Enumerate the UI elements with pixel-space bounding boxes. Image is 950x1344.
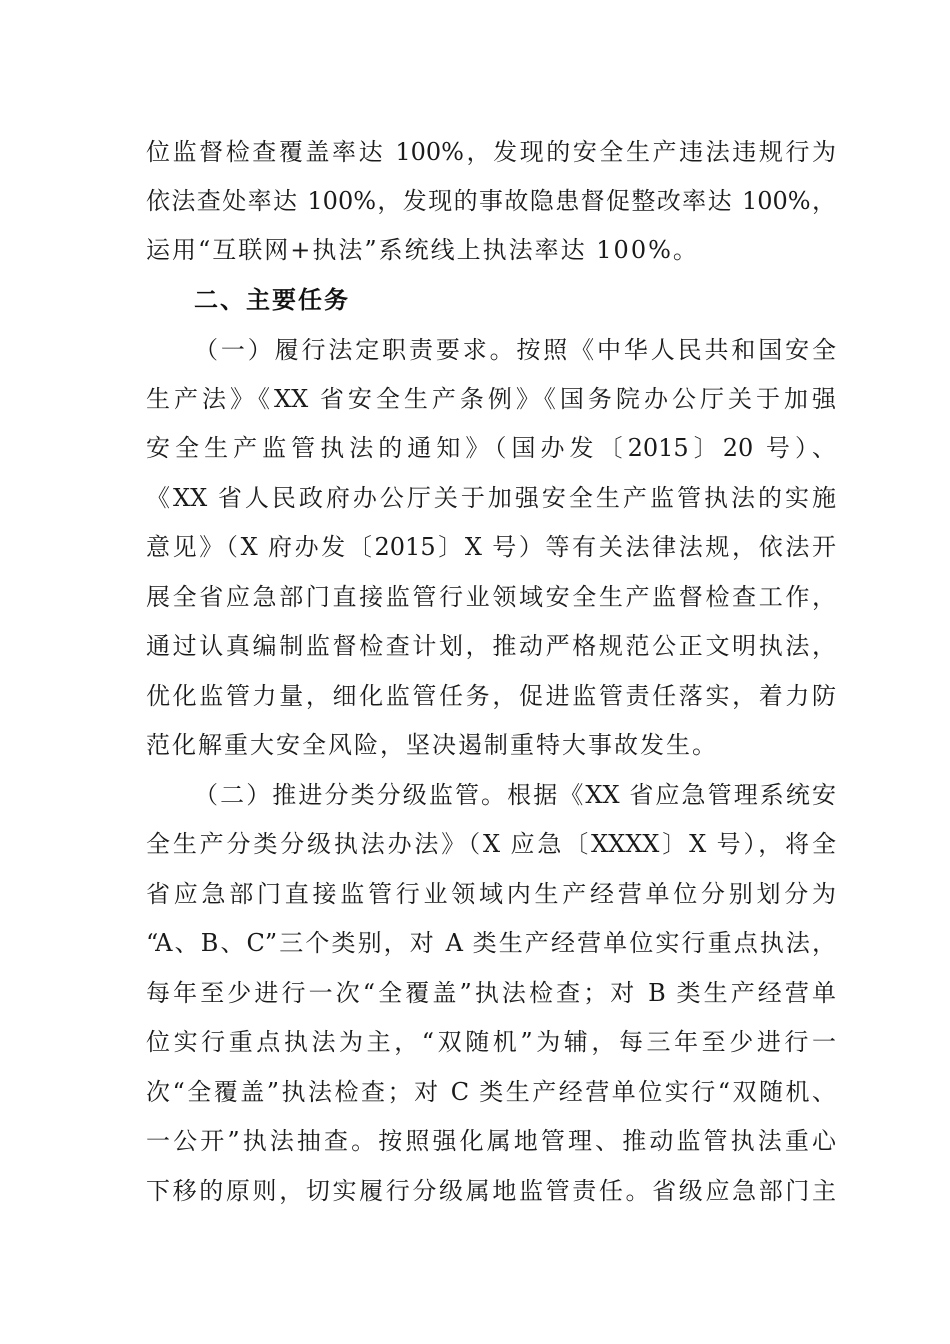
paragraph-2-line-2: 全生产分类分级执法办法》（X 应急〔XXXX〕X 号），将全	[146, 830, 836, 858]
paragraph-2-line-1: （二）推进分类分级监管。根据《XX 省应急管理系统安	[194, 781, 836, 809]
paragraph-2-line-8: 一公开”执法抽查。按照强化属地管理、推动监管执法重心	[146, 1127, 836, 1155]
paragraph-2-line-3: 省应急部门直接监管行业领域内生产经营单位分别划分为	[146, 880, 836, 908]
paragraph-2-line-6: 位实行重点执法为主，“双随机”为辅，每三年至少进行一	[146, 1028, 836, 1056]
paragraph-1-line-9: 范化解重大安全风险，坚决遏制重特大事故发生。	[146, 731, 718, 759]
paragraph-1-line-2: 生产法》《XX 省安全生产条例》《国务院办公厅关于加强	[146, 385, 836, 413]
intro-line-1: 位监督检查覆盖率达 100%，发现的安全生产违法违规行为	[146, 138, 836, 166]
intro-line-3: 运用“互联网+执法”系统线上执法率达 100%。	[146, 236, 699, 264]
paragraph-2-line-5: 每年至少进行一次“全覆盖”执法检查；对 B 类生产经营单	[146, 979, 836, 1007]
paragraph-1-line-3: 安全生产监管执法的通知》（国办发〔2015〕20 号）、	[146, 434, 836, 462]
paragraph-2-line-4: “A、B、C”三个类别，对 A 类生产经营单位实行重点执法，	[146, 929, 836, 957]
section-heading: 二、主要任务	[194, 286, 350, 314]
paragraph-1-line-6: 展全省应急部门直接监管行业领域安全生产监督检查工作，	[146, 583, 836, 611]
paragraph-2-line-7: 次“全覆盖”执法检查；对 C 类生产经营单位实行“双随机、	[146, 1078, 836, 1106]
paragraph-1-line-4: 《XX 省人民政府办公厅关于加强安全生产监管执法的实施	[146, 484, 836, 512]
paragraph-2-line-9: 下移的原则，切实履行分级属地监管责任。省级应急部门主	[146, 1177, 836, 1205]
paragraph-1-line-7: 通过认真编制监督检查计划，推动严格规范公正文明执法，	[146, 632, 836, 660]
paragraph-1-line-8: 优化监管力量，细化监管任务，促进监管责任落实，着力防	[146, 682, 836, 710]
paragraph-1-line-1: （一）履行法定职责要求。按照《中华人民共和国安全	[194, 336, 836, 364]
intro-line-2: 依法查处率达 100%，发现的事故隐患督促整改率达 100%，	[146, 187, 836, 215]
paragraph-1-line-5: 意见》（X 府办发〔2015〕X 号）等有关法律法规，依法开	[146, 533, 836, 561]
